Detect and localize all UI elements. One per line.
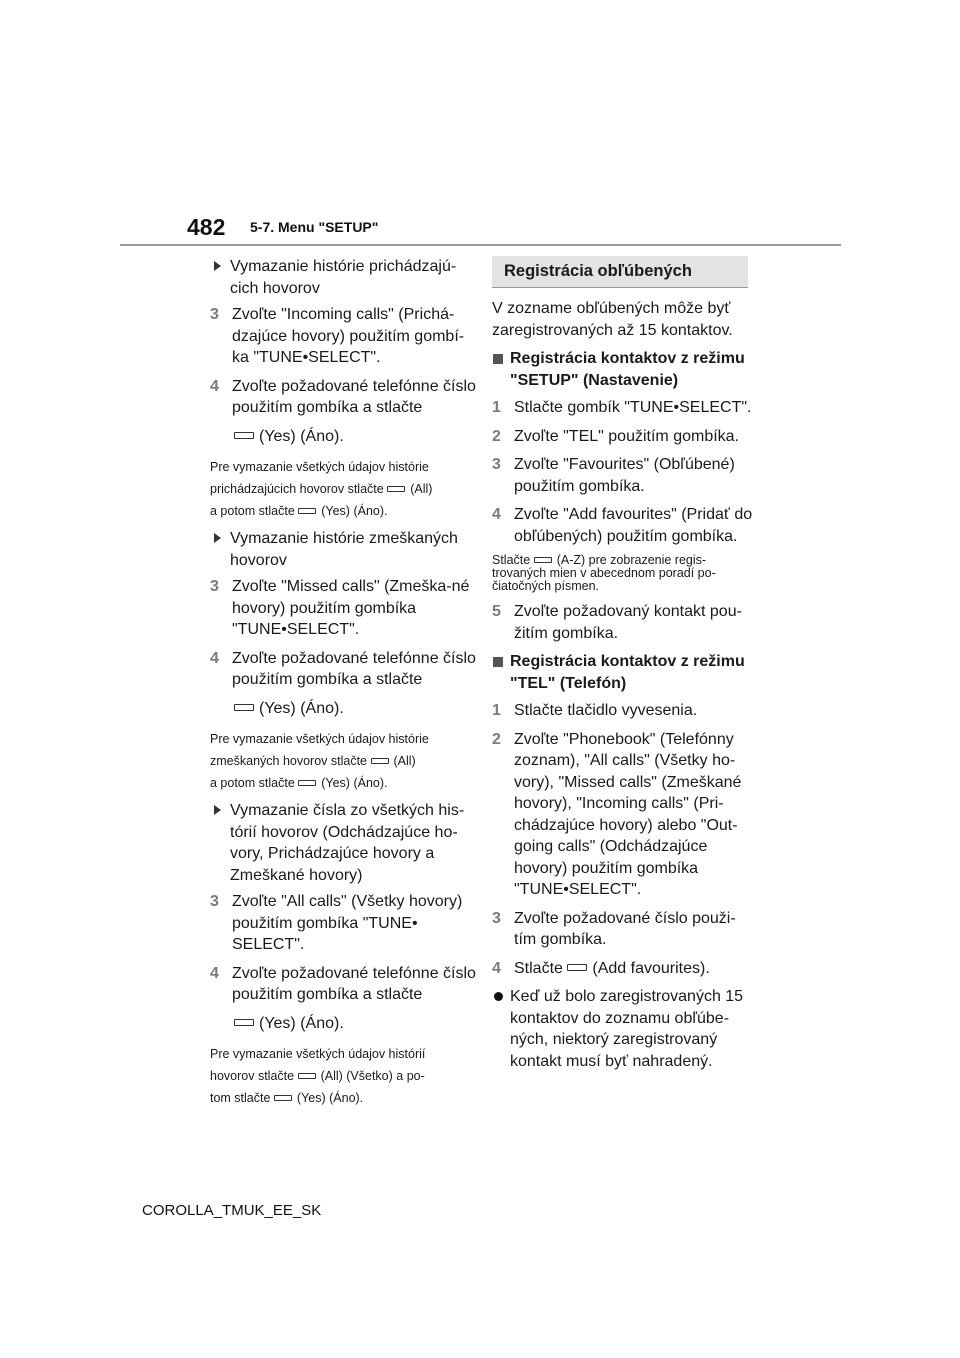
subsection-label: Vymazanie čísla zo všetkých his-tórií hovorov (Odchádzajúce ho-vory, Prichádzajúce hovory a Zmeškané hovory) [230,802,465,884]
step-text: Zvoľte požadované telefónne číslo použitím gombíka a stlačte [232,649,476,688]
note-text: (Yes) (Áno). [296,1091,364,1105]
note-line [210,500,480,522]
subsection-missed-history [210,528,480,571]
subheading-setup [492,348,757,391]
intro-text: V zozname obľúbených môže byť zaregistrovaných až 15 kontaktov. [492,300,733,339]
step-number: 1 [492,399,501,416]
step-text-part: (Add favourites). [592,959,710,977]
step-number: 3 [210,306,219,323]
step-item [492,504,757,547]
dot-note-text: Keď už bolo zaregistrovaných 15 kontaktov do zoznamu obľúbe-ných, niektorý zaregistrovaný kontakt musí byť nahradený. [510,988,744,1070]
step-item [492,426,757,448]
screen-button-icon [274,1095,292,1101]
step-number: 3 [210,893,219,910]
page-number: 482 [187,214,226,240]
note-text: tom stlačte [210,1091,271,1105]
note-text: (Yes) (Áno). [321,504,388,518]
screen-button-icon [371,758,389,764]
step-text: Zvoľte požadovaný kontakt pou-žitím gombíka. [514,603,742,642]
dot-note [492,986,757,1072]
screen-button-icon [298,1073,316,1079]
step-item [492,908,757,951]
footer-code: COROLLA_TMUK_EE_SK [142,1202,322,1219]
note [492,554,757,593]
note-text: zmeškaných hovorov stlačte [210,754,368,768]
step-text: Zvoľte "Favourites" (Obľúbené) použitím gombíka. [514,456,735,495]
screen-button-icon [567,964,587,971]
step-text: Zvoľte požadované číslo použi-tím gombíka. [514,909,736,948]
button-instruction [210,426,480,448]
square-bullet-icon [493,657,503,667]
note-text: a potom stlačte [210,776,295,790]
subsection-incoming-history [210,256,480,299]
step-item [492,958,757,980]
step-number: 1 [492,702,501,719]
note-text: (Yes) (Áno). [321,776,388,790]
step-number: 3 [210,578,219,595]
step-text: Zvoľte "Missed calls" (Zmeška-né hovory) použitím gombíka "TUNE•SELECT". [232,578,470,638]
note [210,1043,480,1109]
section-title: 5-7. Menu "SETUP" [250,219,379,235]
step-text: Zvoľte požadované telefónne číslo použitím gombíka a stlačte [232,964,476,1003]
step-number: 4 [210,649,219,667]
step-item [210,963,480,1006]
note [210,456,480,522]
note-text: (All) [393,754,416,768]
note-line [210,1065,480,1087]
subsection-label: Vymazanie histórie prichádzajú-cich hovorov [230,258,457,297]
step-number: 4 [210,964,219,982]
step-text: Zvoľte "TEL" použitím gombíka. [514,427,739,445]
note-line: Pre vymazanie všetkých údajov histórie [210,460,429,474]
note-text: (A-Z) pre zobrazenie regis-trovaných mien v abecednom poradí po-čiatočných písmen. [492,553,716,593]
step-text: Zvoľte "Phonebook" (Telefónny zoznam), "All calls" (Všetky ho-vory), "Missed calls" (Zmeškané hovory), "Incoming calls" (Pri-chádzajúce hovory) alebo "Out-going calls" (Odchádzajúce hovory) použitím gombíka "TUNE•SELECT". [514,730,742,898]
screen-button-icon [534,557,552,563]
step-number: 4 [492,959,501,977]
screen-button-icon [234,432,254,439]
step-item [492,700,757,722]
subheading-text: Registrácia kontaktov z režimu "TEL" (Telefón) [510,653,745,692]
step-text: Zvoľte "All calls" (Všetky hovory) použitím gombíka "TUNE• SELECT". [232,893,463,953]
subheading-text: Registrácia kontaktov z režimu "SETUP" (Nastavenie) [510,350,745,389]
step-item [492,397,757,419]
screen-button-icon [234,1019,254,1026]
step-item [492,601,757,644]
step-text: Stlačte tlačidlo vyvesenia. [514,702,698,719]
step-item [210,376,480,419]
step-item [492,729,757,901]
subsection-all-history [210,800,480,886]
step-item [210,648,480,691]
button-instruction [210,698,480,720]
left-column [210,256,480,1115]
section-heading: Registrácia obľúbených [492,256,748,288]
step-number: 2 [492,730,501,748]
screen-button-icon [298,780,316,786]
note-text: hovorov stlačte [210,1069,295,1083]
step-text: Zvoľte "Add favourites" (Pridať do obľúbených) použitím gombíka. [514,506,753,545]
step-number: 3 [492,456,501,473]
note-text: (All) (Všetko) a po- [320,1069,425,1083]
button-label: (Yes) (Áno). [259,427,344,445]
note-line [210,478,480,500]
button-instruction [210,1013,480,1035]
note-line: Pre vymazanie všetkých údajov histórie [210,732,429,746]
screen-button-icon [234,704,254,711]
note-text: (All) [410,482,433,496]
dot-bullet-icon [494,992,503,1001]
right-column [492,256,757,1072]
step-number: 4 [210,377,219,395]
note [210,728,480,794]
button-label: (Yes) (Áno). [259,699,344,717]
step-item [492,454,757,497]
step-text-part: Stlačte [514,959,563,977]
step-number: 5 [492,603,501,620]
step-text [514,960,710,977]
step-number: 4 [492,506,501,523]
step-item [210,304,480,369]
step-number: 2 [492,427,501,445]
step-item [210,576,480,641]
note-line: Pre vymazanie všetkých údajov histórií [210,1047,426,1061]
step-item [210,891,480,956]
step-text: Zvoľte požadované telefónne číslo použitím gombíka a stlačte [232,377,476,416]
step-text: Stlačte gombík "TUNE•SELECT". [514,399,752,416]
square-bullet-icon [493,354,503,364]
button-label: (Yes) (Áno). [259,1014,344,1032]
note-line [210,750,480,772]
note-text: a potom stlačte [210,504,295,518]
header-divider [120,244,841,246]
screen-button-icon [387,486,405,492]
note-line [210,772,480,794]
note-text: Stlačte [492,553,531,567]
note-text: prichádzajúcich hovorov stlačte [210,482,384,496]
subheading-tel [492,651,757,694]
subsection-label: Vymazanie histórie zmeškaných hovorov [230,530,458,569]
note-line [210,1087,480,1109]
step-number: 3 [492,909,501,927]
step-text: Zvoľte "Incoming calls" (Prichá-dzajúce hovory) použitím gombí-ka "TUNE•SELECT". [232,306,465,366]
screen-button-icon [298,508,316,514]
